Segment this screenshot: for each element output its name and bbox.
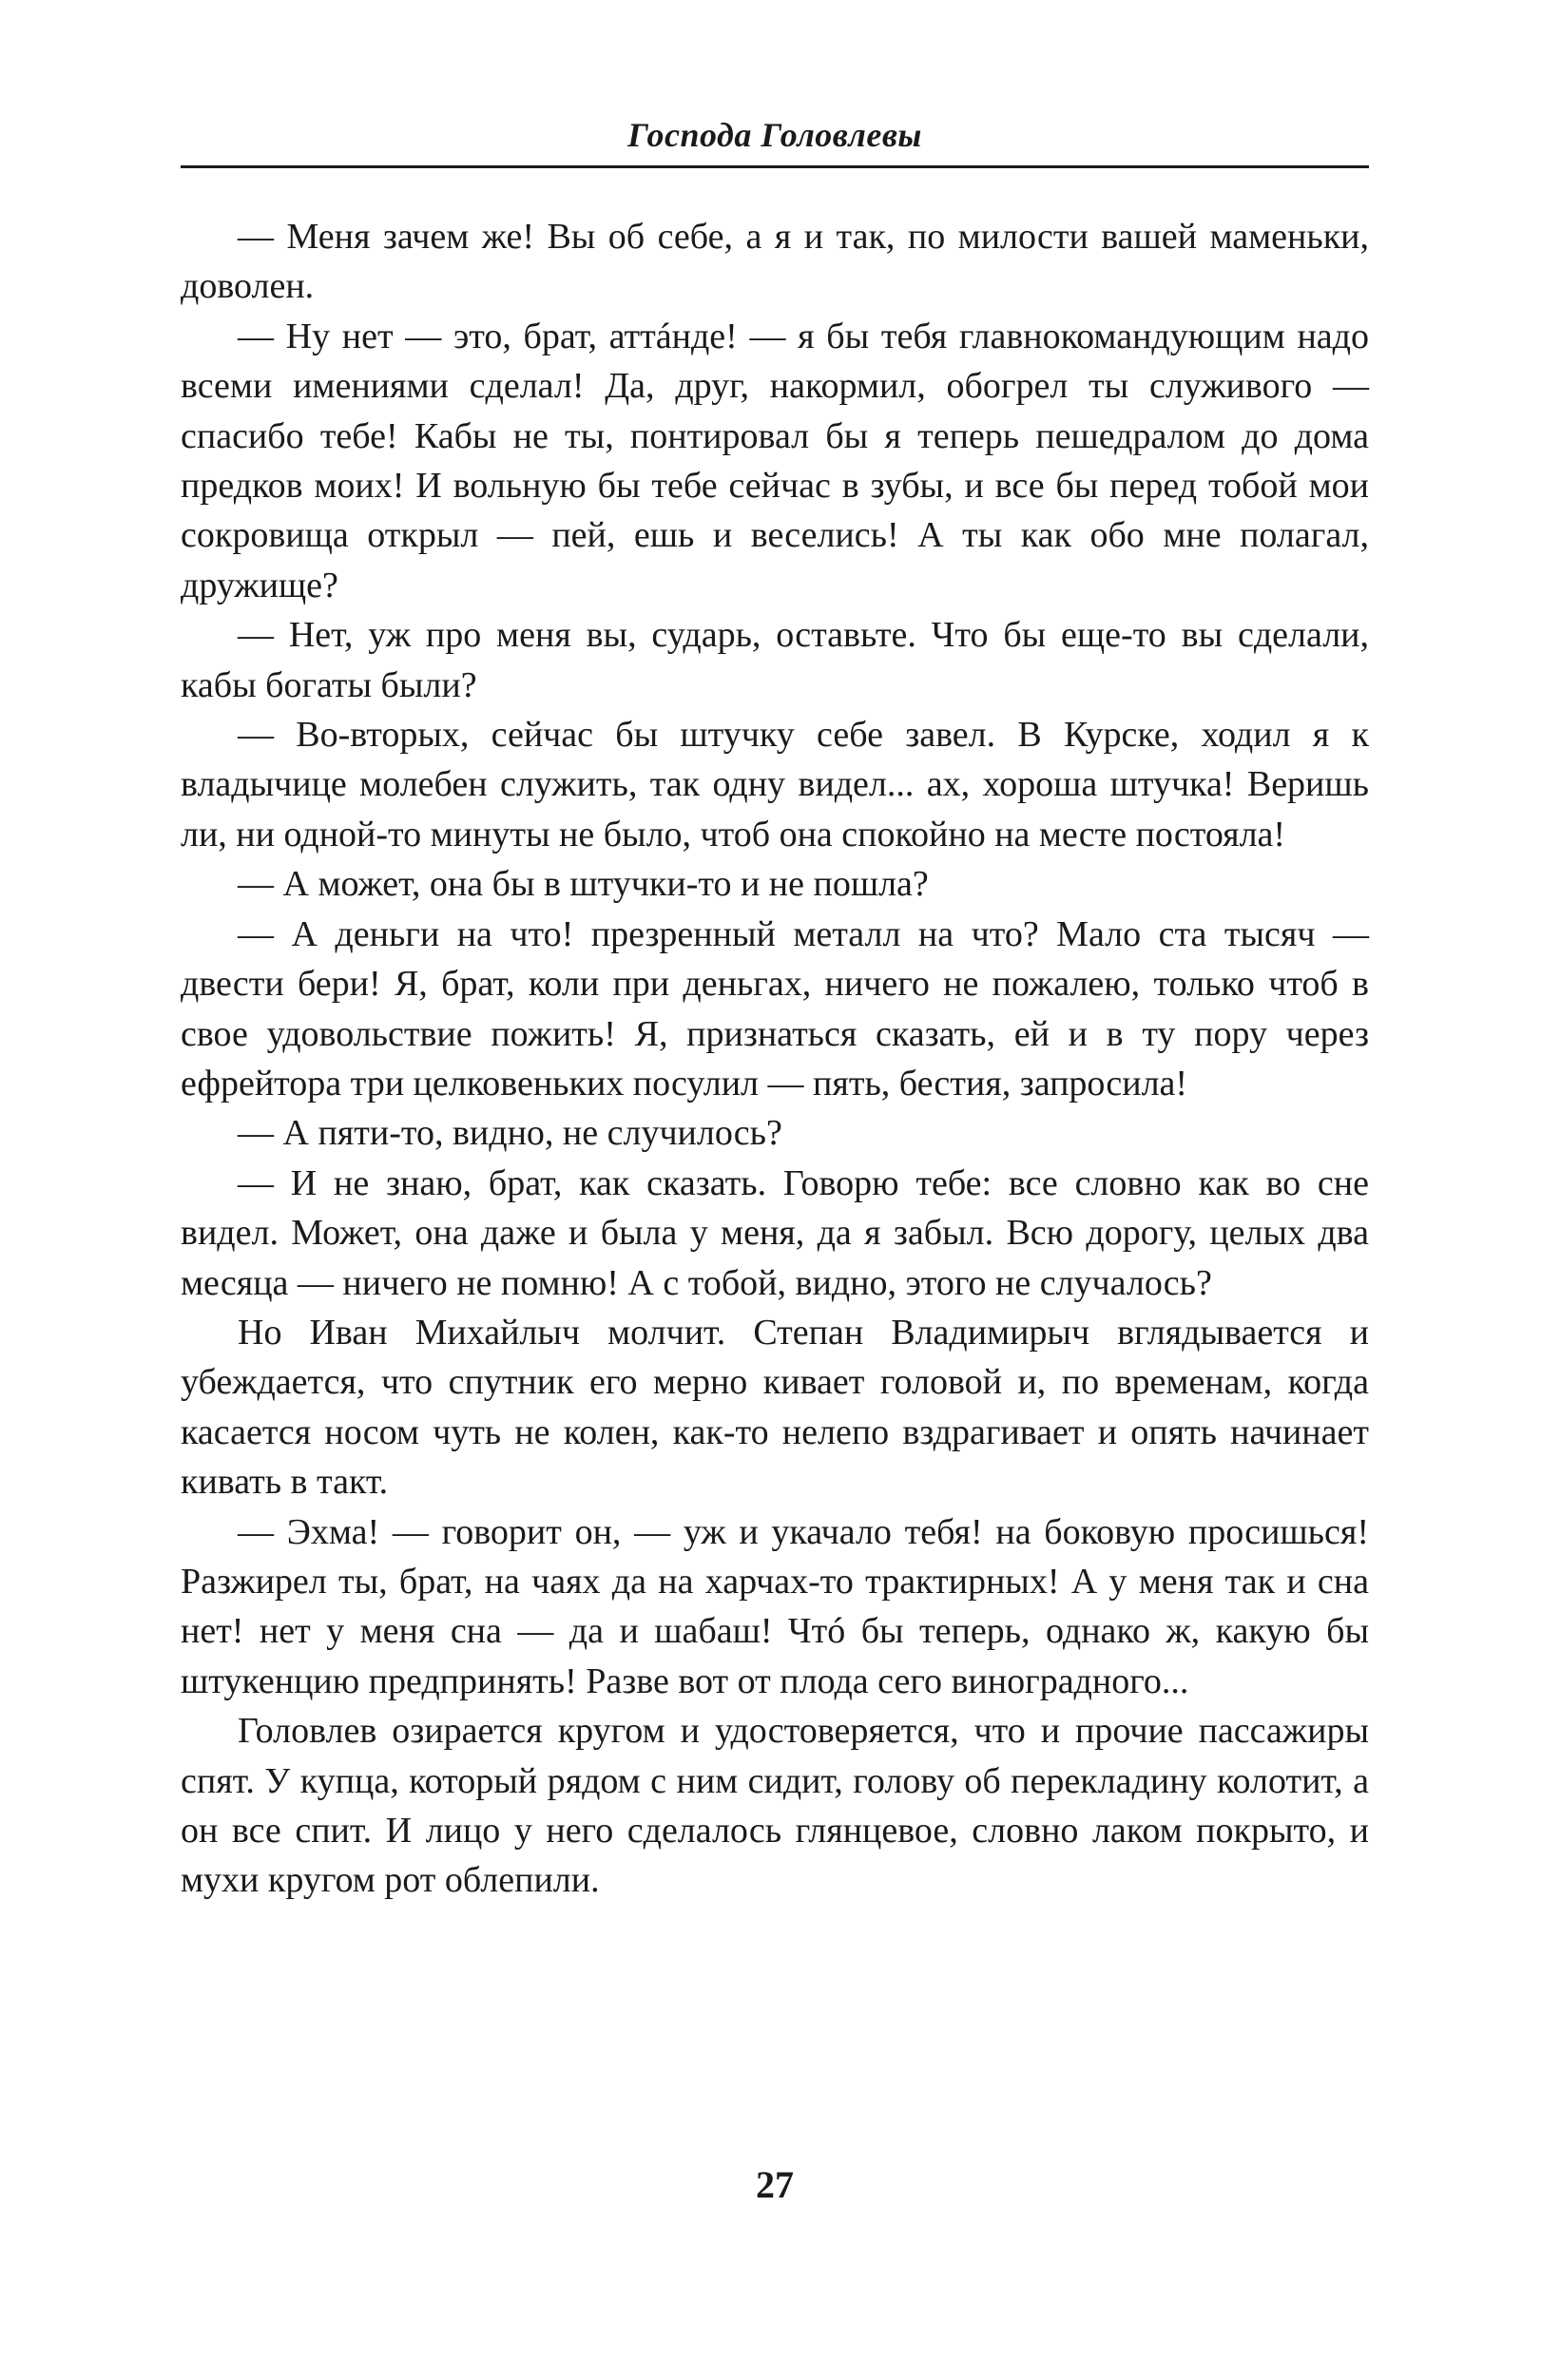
header-rule: [181, 165, 1369, 168]
paragraph: — Меня зачем же! Вы об себе, а я и так, по милости вашей маменьки, доволен.: [181, 217, 1369, 307]
page-number: 27: [756, 2163, 794, 2206]
book-page: [181, 114, 1369, 2300]
paragraph: — А деньги на что! презренный металл на что? Мало ста тысяч — двести бери! Я, брат, коли при деньгах, ничего не пожалею, только чтоб в свое удовольствие пожить! Я, признаться сказать, ей и в ту пору через ефрейтора три целковеньких посулил — пять, бестия, запросила!: [181, 913, 1369, 1104]
paragraph: — Нет, уж про меня вы, сударь, оставьте. Что бы еще-то вы сделали, кабы богаты были?: [181, 615, 1369, 705]
body-text: [181, 212, 1369, 1906]
paragraph: — Во-вторых, сейчас бы штучку себе завел. В Курске, ходил я к владычице молебен служить, так одну видел... ах, хороша штучка! Веришь ли, ни одной-то минуты не было, чтоб она спокойно на месте постояла!: [181, 715, 1369, 854]
paragraph: — Эхма! — говорит он, — уж и укачало тебя! на боковую просишься! Разжирел ты, брат, на чаях да на харчах-то трактирных! А у меня так и сна нет! нет у меня сна — да и шабаш! Чтó бы теперь, однако ж, какую бы штукенцию предпринять! Разве вот от плода сего виноградного...: [181, 1511, 1369, 1701]
paragraph: Но Иван Михайлыч молчит. Степан Владимирыч вглядывается и убеждается, что спутник его мерно кивает головой и, по временам, когда касается носом чуть не колен, как-то нелепо вздрагивает и опять начинает кивать в такт.: [181, 1312, 1369, 1503]
paragraph: — А может, она бы в штучки-то и не пошла?: [238, 864, 929, 905]
running-title: Господа Головлевы: [627, 116, 922, 154]
paragraph: — И не знаю, брат, как сказать. Говорю тебе: все словно как во сне видел. Может, она даже и была у меня, да я забыл. Всю дорогу, целых два месяца — ничего не помню! А с тобой, видно, этого не случалось?: [181, 1162, 1369, 1303]
paragraph: Головлев озирается кругом и удостоверяется, что и прочие пассажиры спят. У купца, который рядом с ним сидит, голову об перекладину колотит, а он все спит. И лицо у него сделалось глянцевое, словно лаком покрыто, и мухи кругом рот облепили.: [181, 1711, 1369, 1901]
paragraph: — Ну нет — это, брат, аттáнде! — я бы тебя главнокомандующим надо всеми имениями сделал! Да, друг, накормил, обогрел ты служивого — спасибо тебе! Кабы не ты, понтировал бы я теперь пешедралом до дома предков моих! И вольную бы тебе сейчас в зубы, и все бы перед тобой мои сокровища открыл — пей, ешь и веселись! А ты как обо мне полагал, дружище?: [181, 316, 1369, 605]
paragraph: — А пяти-то, видно, не случилось?: [238, 1113, 782, 1154]
